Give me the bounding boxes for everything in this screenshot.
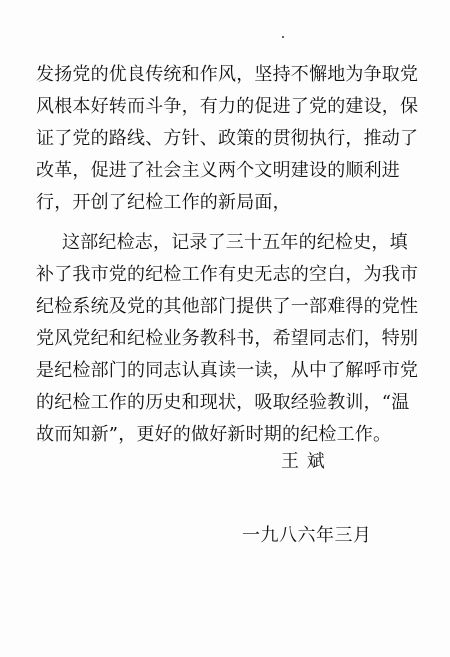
text-line: 的纪检工作的历史和现状，吸取经验教训，“温: [36, 392, 410, 413]
author-signature: 王 斌: [281, 451, 326, 472]
text-line: 纪检系统及党的其他部门提供了一部难得的党性: [36, 296, 419, 317]
text-line: 补了我市党的纪检工作有史无志的空白，为我市: [36, 264, 419, 285]
text-line: 发扬党的优良传统和作风，坚持不懈地为争取党: [36, 64, 419, 85]
text-line: 是纪检部门的同志认真读一读，从中了解呼市党: [36, 360, 419, 381]
text-line: 党风党纪和纪检业务教科书，希望同志们，特别: [36, 328, 419, 349]
text-line: 故而知新”，更好的做好新时期的纪检工作。: [36, 424, 392, 445]
text-line: 证了党的路线、方针、政策的贯彻执行，推动了: [36, 128, 419, 149]
text-line: 这部纪检志，记录了三十五年的纪检史，填: [62, 232, 408, 253]
document-date: 一九八六年三月: [242, 525, 372, 546]
text-line: 风根本好转而斗争，有力的促进了党的建设，保: [36, 96, 419, 117]
text-line: 行，开创了纪检工作的新局面，: [36, 192, 291, 213]
text-line: 改革，促进了社会主义两个文明建设的顺利进: [36, 160, 400, 181]
